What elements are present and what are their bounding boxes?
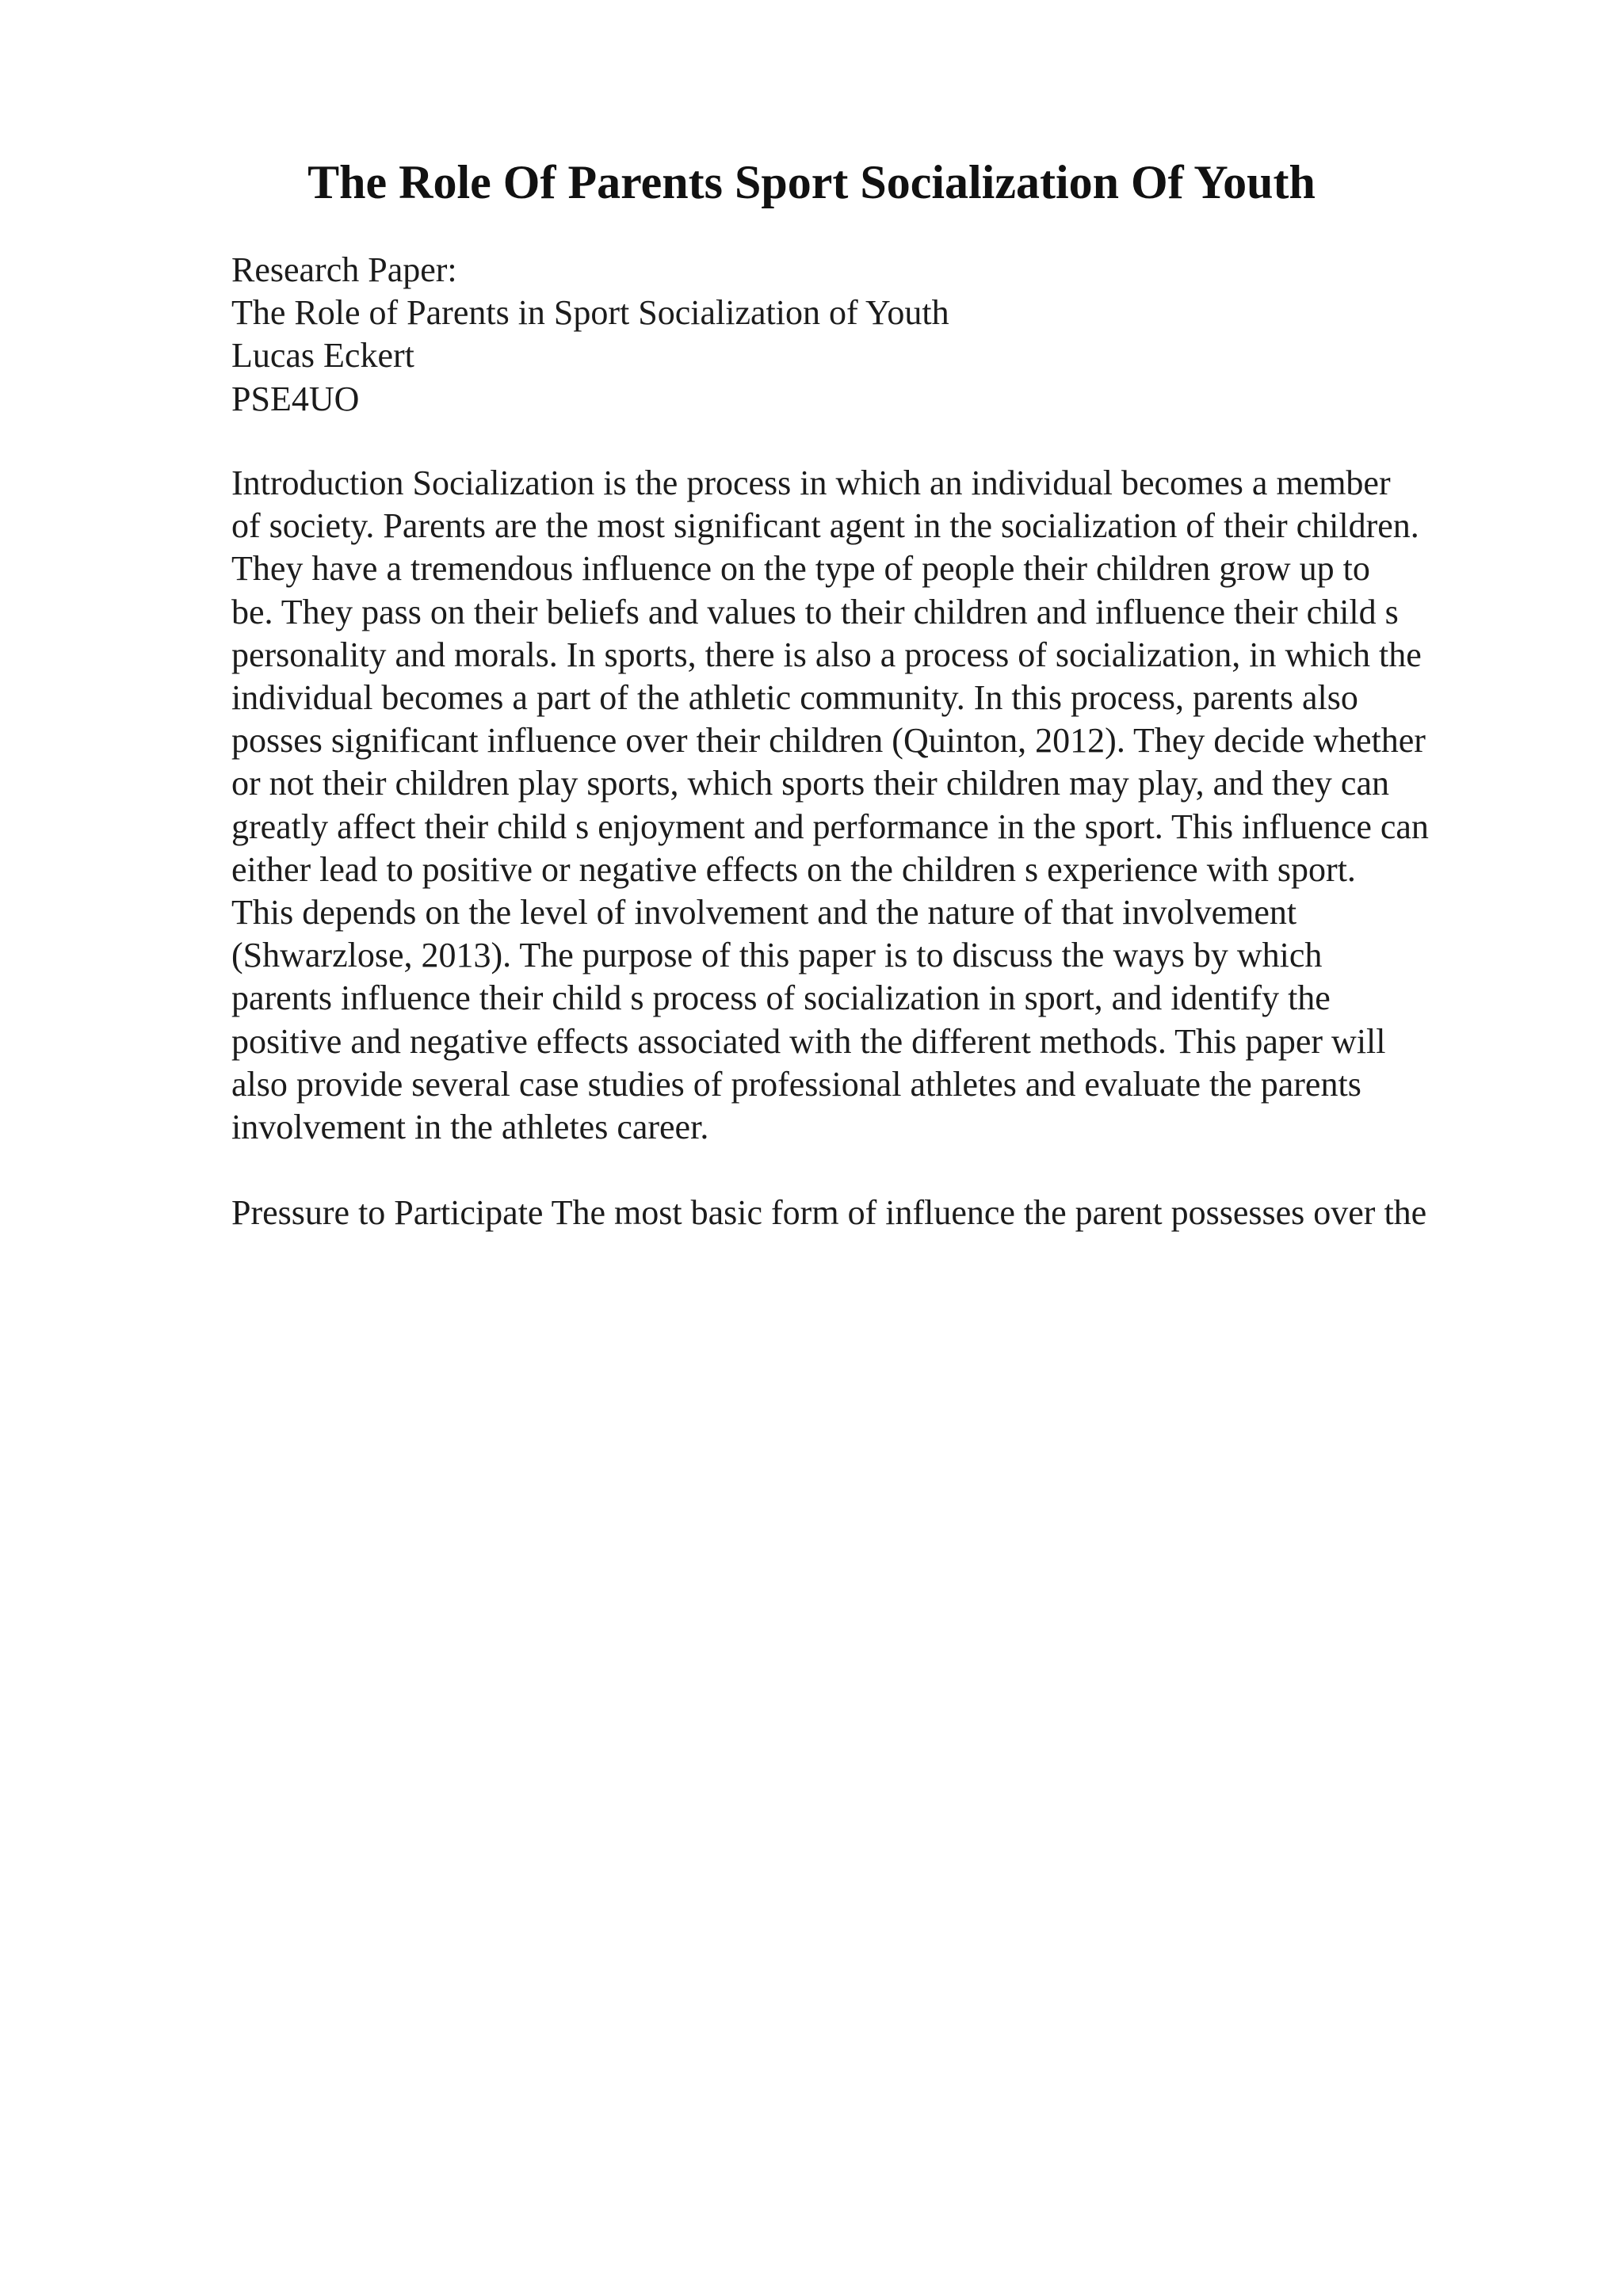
paper-meta — [231, 249, 1594, 421]
meta-paper-type: Research Paper: — [231, 250, 457, 289]
intro-line: greatly affect their child s enjoyment and performance in the sport. This influence can — [231, 807, 1429, 846]
pressure-paragraph — [231, 1192, 1594, 1234]
meta-course-code: PSE4UO — [231, 379, 360, 418]
meta-author: Lucas Eckert — [231, 336, 414, 376]
intro-line: involvement in the athletes career. — [231, 1108, 709, 1147]
intro-line: be. They pass on their beliefs and values to their children and influence their child s — [231, 592, 1399, 631]
intro-line: either lead to positive or negative effects on the children s experience with sport. — [231, 849, 1356, 889]
intro-line: positive and negative effects associated with the different methods. This paper will — [231, 1021, 1386, 1061]
intro-line: (Shwarzlose, 2013). The purpose of this paper is to discuss the ways by which — [231, 936, 1323, 975]
document-title: The Role Of Parents Sport Socialization Of Youth — [307, 156, 1316, 208]
intro-line: Introduction Socialization is the process in which an individual becomes a member — [231, 463, 1391, 502]
intro-line: or not their children play sports, which sports their children may play, and they can — [231, 764, 1389, 803]
introduction-paragraph — [231, 462, 1594, 1149]
intro-line: also provide several case studies of professional athletes and evaluate the parents — [231, 1064, 1361, 1104]
pressure-line: Pressure to Participate The most basic form of influence the parent possesses over the — [231, 1193, 1427, 1232]
intro-line: parents influence their child s process of socialization in sport, and identify the — [231, 978, 1331, 1018]
meta-paper-title: The Role of Parents in Sport Socialization of Youth — [231, 293, 949, 333]
intro-line: personality and morals. In sports, there is also a process of socialization, in which the — [231, 635, 1422, 674]
intro-line: posses significant influence over their children (Quinton, 2012). They decide whether — [231, 721, 1426, 761]
intro-line: individual becomes a part of the athletic community. In this process, parents also — [231, 678, 1358, 718]
intro-line: They have a tremendous influence on the type of people their children grow up to — [231, 549, 1370, 589]
intro-line: of society. Parents are the most significant agent in the socialization of their children. — [231, 506, 1419, 546]
intro-line: This depends on the level of involvement and the nature of that involvement — [231, 893, 1297, 933]
